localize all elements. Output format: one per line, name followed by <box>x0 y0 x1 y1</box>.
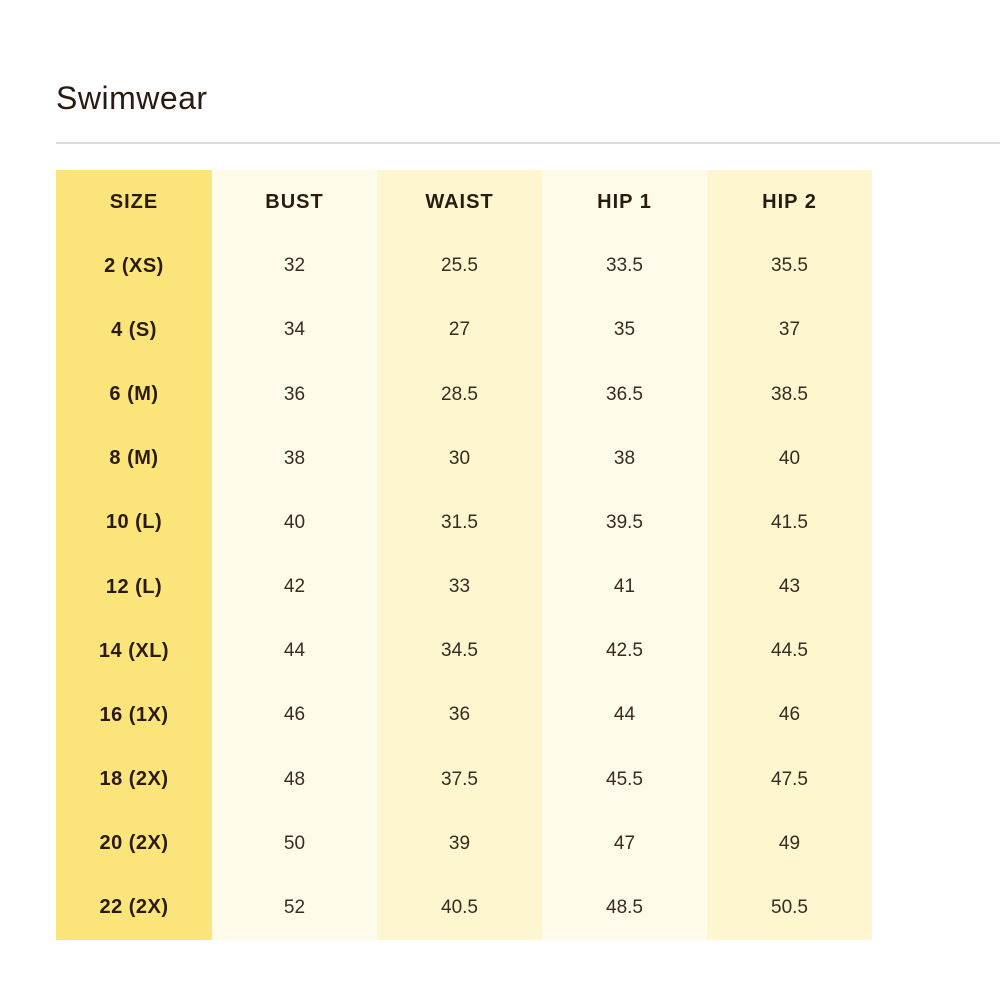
measurement-cell-hip-2: 40 <box>778 447 801 469</box>
column-header-waist: WAIST <box>425 190 494 213</box>
measurement-cell-bust: 32 <box>283 255 306 277</box>
measurement-cell-hip-2: 47.5 <box>771 768 808 790</box>
measurement-cell-hip-1: 38 <box>613 447 636 469</box>
measurement-cell-waist: 25.5 <box>441 255 478 277</box>
measurement-cell-waist: 30 <box>448 447 471 469</box>
column-header-hip-1: HIP 1 <box>597 190 652 213</box>
page-title: Swimwear <box>56 80 208 116</box>
measurement-cell-hip-2: 37 <box>778 319 801 341</box>
measurement-cell-hip-1: 48.5 <box>606 896 643 918</box>
measurement-cell-waist: 39 <box>448 832 471 854</box>
size-label-cell: 14 (XL) <box>98 639 170 662</box>
size-label-cell: 10 (L) <box>105 511 163 534</box>
measurement-cell-hip-2: 43 <box>778 576 801 598</box>
size-label-cell: 16 (1X) <box>99 703 169 726</box>
measurement-cell-hip-2: 44.5 <box>771 640 808 662</box>
size-chart-table <box>56 170 872 940</box>
size-label-cell: 4 (S) <box>111 318 157 341</box>
measurement-cell-waist: 27 <box>448 319 471 341</box>
measurement-cell-hip-1: 42.5 <box>606 640 643 662</box>
measurement-cell-waist: 36 <box>448 704 471 726</box>
measurement-cell-hip-1: 45.5 <box>606 768 643 790</box>
measurement-cell-hip-1: 39.5 <box>606 511 643 533</box>
size-label-cell: 22 (2X) <box>99 896 169 919</box>
measurement-cell-hip-1: 36.5 <box>606 383 643 405</box>
measurement-cell-hip-1: 35 <box>613 319 636 341</box>
measurement-cell-waist: 37.5 <box>441 768 478 790</box>
measurement-cell-bust: 40 <box>283 511 306 533</box>
measurement-cell-hip-2: 38.5 <box>771 383 808 405</box>
column-header-bust: BUST <box>265 190 324 213</box>
measurement-cell-bust: 46 <box>283 704 306 726</box>
measurement-cell-hip-1: 44 <box>613 704 636 726</box>
measurement-cell-bust: 36 <box>283 383 306 405</box>
measurement-cell-waist: 28.5 <box>441 383 478 405</box>
measurement-cell-bust: 34 <box>283 319 306 341</box>
measurement-cell-bust: 52 <box>283 896 306 918</box>
measurement-cell-hip-1: 47 <box>613 832 636 854</box>
measurement-cell-hip-2: 35.5 <box>771 255 808 277</box>
size-label-cell: 12 (L) <box>105 575 163 598</box>
title-divider <box>56 142 1000 144</box>
column-header-size: SIZE <box>109 190 159 213</box>
size-label-cell: 18 (2X) <box>99 768 169 791</box>
measurement-cell-hip-1: 33.5 <box>606 255 643 277</box>
measurement-cell-waist: 33 <box>448 576 471 598</box>
measurement-cell-bust: 48 <box>283 768 306 790</box>
size-label-cell: 8 (M) <box>109 447 159 470</box>
measurement-cell-hip-2: 49 <box>778 832 801 854</box>
measurement-cell-bust: 42 <box>283 576 306 598</box>
measurement-cell-bust: 50 <box>283 832 306 854</box>
measurement-cell-bust: 38 <box>283 447 306 469</box>
measurement-cell-waist: 31.5 <box>441 511 478 533</box>
size-label-cell: 2 (XS) <box>104 254 164 277</box>
measurement-cell-waist: 40.5 <box>441 896 478 918</box>
measurement-cell-waist: 34.5 <box>441 640 478 662</box>
measurement-cell-hip-2: 41.5 <box>771 511 808 533</box>
column-header-hip-2: HIP 2 <box>762 190 817 213</box>
measurement-cell-hip-2: 50.5 <box>771 896 808 918</box>
measurement-cell-hip-1: 41 <box>613 576 636 598</box>
size-label-cell: 6 (M) <box>109 383 159 406</box>
size-label-cell: 20 (2X) <box>99 832 169 855</box>
measurement-cell-hip-2: 46 <box>778 704 801 726</box>
measurement-cell-bust: 44 <box>283 640 306 662</box>
